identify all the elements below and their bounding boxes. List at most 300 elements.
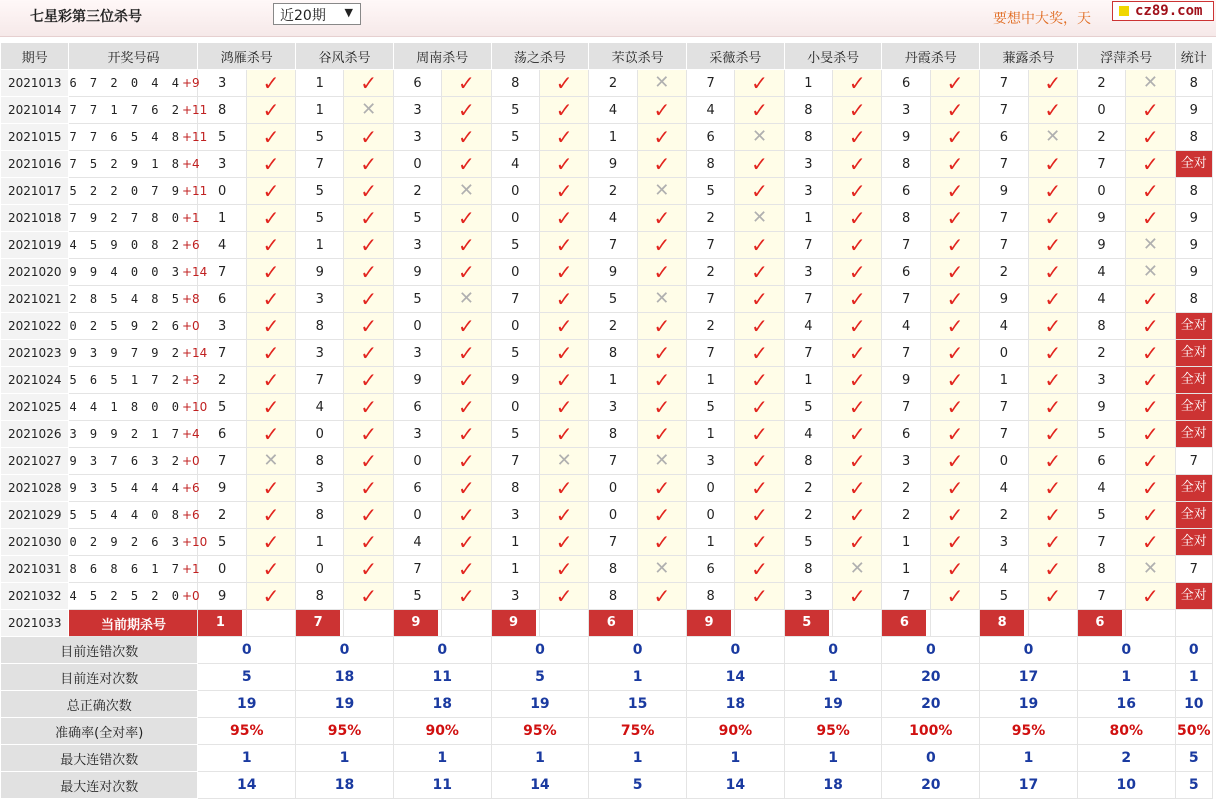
cross-icon: ✕ [654,288,670,309]
kill-number-cell: 7 [980,97,1028,124]
kill-number-cell: 5 [491,232,539,259]
column-header: 荡之杀号 [491,43,589,70]
check-icon: ✓ [1142,286,1159,311]
result-cell [442,286,491,313]
result-cell [1126,205,1175,232]
summary-value: 5 [1175,745,1212,772]
kill-number-cell: 7 [784,232,832,259]
check-icon: ✓ [653,502,671,527]
result-cell [930,394,979,421]
check-icon: ✓ [555,313,573,338]
result-cell [735,583,784,610]
kill-number-cell: 7 [784,340,832,367]
check-icon: ✓ [946,70,964,95]
summary-value: 0 [1175,637,1212,664]
check-icon: ✓ [360,313,378,338]
check-icon: ✓ [946,232,964,257]
column-header: 统计 [1175,43,1212,70]
kill-number-cell: 1 [491,529,539,556]
kill-number-cell: 4 [784,421,832,448]
draw-sum: +9 [181,76,200,90]
check-icon: ✓ [1142,124,1159,149]
draw-number-cell [69,502,198,529]
kill-number-cell: 8 [296,313,344,340]
result-cell [539,178,588,205]
check-icon: ✓ [848,421,866,446]
kill-number-cell: 5 [393,583,441,610]
site-logo[interactable] [1112,1,1214,21]
draw-digits: 4 5 2 5 2 0 [69,589,182,603]
result-cell [1028,151,1077,178]
result-cell [442,475,491,502]
draw-number-cell [69,97,208,124]
all-correct-badge: 全对 [1176,475,1212,501]
kill-number-cell: 7 [687,340,735,367]
check-icon: ✓ [848,583,866,608]
result-cell [1126,97,1175,124]
current-stat-cell [1175,610,1212,637]
current-empty-cell [442,610,491,637]
check-icon: ✓ [458,394,475,419]
result-cell [930,556,979,583]
kill-number-cell: 4 [393,529,441,556]
result-cell [930,151,979,178]
kill-number-cell: 3 [296,475,344,502]
check-icon: ✓ [458,232,475,257]
result-cell [637,70,686,97]
summary-value: 14 [687,772,785,799]
column-header: 周南杀号 [393,43,491,70]
result-cell [735,313,784,340]
result-cell [344,151,393,178]
check-icon: ✓ [653,259,671,284]
check-icon: ✓ [946,556,964,581]
kill-number-cell: 8 [589,556,637,583]
result-cell [1126,259,1175,286]
draw-sum: +0 [181,454,200,468]
draw-sum: +11 [181,130,208,144]
summary-value: 0 [393,637,491,664]
check-icon: ✓ [946,205,964,230]
kill-number-cell: 2 [980,259,1028,286]
result-cell [930,448,979,475]
summary-value: 5 [198,664,296,691]
check-icon: ✓ [1044,313,1062,338]
period-cell: 2021032 [1,583,69,610]
result-cell [246,367,295,394]
kill-number-cell: 3 [393,97,441,124]
current-kill-number: 9 [687,610,731,636]
result-cell [833,232,882,259]
result-cell [930,529,979,556]
check-icon: ✓ [360,70,378,95]
draw-sum: +6 [181,238,200,252]
result-cell [735,394,784,421]
kill-number-cell: 4 [491,151,539,178]
kill-number-cell: 9 [589,259,637,286]
summary-value: 1 [1175,664,1212,691]
result-cell [1028,313,1077,340]
current-empty-cell [637,610,686,637]
summary-row [1,691,1213,718]
kill-number-cell: 9 [1077,394,1125,421]
check-icon: ✓ [555,394,573,419]
kill-number-cell: 6 [393,394,441,421]
check-icon: ✓ [653,421,671,446]
result-cell [637,232,686,259]
result-cell [344,448,393,475]
result-cell [930,286,979,313]
result-cell [539,529,588,556]
result-cell [442,529,491,556]
kill-number-cell: 9 [393,259,441,286]
check-icon: ✓ [458,124,475,149]
draw-number-cell [69,340,208,367]
current-kill-cell [784,610,832,637]
check-icon: ✓ [946,340,964,365]
kill-number-cell: 1 [882,556,930,583]
current-kill-cell [1077,610,1125,637]
kill-number-cell: 4 [1077,475,1125,502]
summary-value: 18 [687,691,785,718]
kill-number-cell: 8 [882,205,930,232]
check-icon: ✓ [946,502,964,527]
kill-number-cell: 7 [980,151,1028,178]
check-icon: ✓ [555,556,573,581]
kill-number-cell: 2 [784,475,832,502]
check-icon: ✓ [653,97,671,122]
summary-value: 19 [491,691,589,718]
kill-number-cell: 4 [687,97,735,124]
kill-number-cell: 0 [393,151,441,178]
result-cell [637,475,686,502]
kill-number-cell: 2 [784,502,832,529]
check-icon: ✓ [458,205,475,230]
stat-cell [1175,367,1212,394]
table-row [1,151,1213,178]
kill-number-cell: 7 [589,232,637,259]
kill-number-cell: 0 [980,448,1028,475]
result-cell [442,205,491,232]
page-title: 七星彩第三位杀号 [30,9,142,25]
logo-text: cz89.com [1135,3,1203,19]
result-cell [1028,178,1077,205]
summary-value: 80% [1077,718,1175,745]
table-row [1,259,1213,286]
draw-digits: 9 3 5 4 4 4 [69,481,182,495]
check-icon: ✓ [946,124,964,149]
summary-value: 0 [198,637,296,664]
result-cell [442,448,491,475]
check-icon: ✓ [458,583,475,608]
check-icon: ✓ [360,178,378,203]
result-cell [539,421,588,448]
draw-digits: 7 9 2 7 8 0 [69,211,182,225]
check-icon: ✓ [1044,394,1062,419]
result-cell [539,70,588,97]
kill-number-cell: 5 [687,178,735,205]
check-icon: ✓ [751,259,768,284]
current-empty-cell [833,610,882,637]
result-cell [1028,124,1077,151]
summary-value: 1 [491,745,589,772]
kill-number-cell: 6 [980,124,1028,151]
kill-number-cell: 1 [784,70,832,97]
summary-value: 1 [589,745,687,772]
kill-number-cell: 6 [882,259,930,286]
result-cell [735,178,784,205]
check-icon: ✓ [262,97,280,122]
summary-value: 14 [491,772,589,799]
kill-number-cell: 7 [198,448,246,475]
result-cell [637,421,686,448]
kill-number-cell: 3 [784,259,832,286]
result-cell [246,259,295,286]
result-cell [930,502,979,529]
stat-cell: 9 [1175,97,1212,124]
current-kill-number: 9 [394,610,438,636]
result-cell [833,448,882,475]
result-cell [442,421,491,448]
current-kill-number: 8 [980,610,1024,636]
check-icon: ✓ [848,448,866,473]
summary-value: 1 [1077,664,1175,691]
summary-value: 95% [198,718,296,745]
check-icon: ✓ [848,367,866,392]
check-icon: ✓ [751,232,768,257]
check-icon: ✓ [653,583,671,608]
check-icon: ✓ [458,70,475,95]
result-cell [344,178,393,205]
result-cell [1126,178,1175,205]
summary-value: 75% [589,718,687,745]
table-row [1,529,1213,556]
draw-digits: 7 7 1 7 6 2 [69,103,182,117]
check-icon: ✓ [262,556,280,581]
result-cell [344,124,393,151]
kill-number-cell: 8 [296,448,344,475]
current-period-cell: 2021033 [1,610,69,637]
draw-digits: 0 2 9 2 6 3 [69,535,182,549]
kill-number-cell: 5 [296,178,344,205]
check-icon: ✓ [1044,583,1062,608]
result-cell [735,367,784,394]
result-cell [637,286,686,313]
kill-number-cell: 8 [491,475,539,502]
result-cell [1028,421,1077,448]
result-cell [930,97,979,124]
current-empty-cell [1028,610,1077,637]
kill-number-cell: 3 [491,583,539,610]
kill-number-cell: 6 [882,178,930,205]
kill-number-cell: 4 [198,232,246,259]
stat-cell: 9 [1175,259,1212,286]
check-icon: ✓ [555,583,573,608]
kill-number-cell: 3 [1077,367,1125,394]
cross-icon: ✕ [1142,261,1158,282]
check-icon: ✓ [751,151,768,176]
period-cell: 2021028 [1,475,69,502]
result-cell [833,178,882,205]
current-period-row [1,610,1213,637]
result-cell [344,313,393,340]
check-icon: ✓ [555,97,573,122]
result-cell [344,259,393,286]
summary-value: 17 [980,772,1078,799]
check-icon: ✓ [653,232,671,257]
kill-number-cell: 5 [589,286,637,313]
summary-value: 19 [980,691,1078,718]
draw-sum: +4 [181,157,200,171]
stat-cell [1175,529,1212,556]
check-icon: ✓ [360,448,378,473]
summary-label: 准确率(全对率) [1,718,198,745]
period-cell: 2021018 [1,205,69,232]
stat-cell [1175,421,1212,448]
check-icon: ✓ [458,259,475,284]
check-icon: ✓ [458,151,475,176]
kill-number-cell: 0 [687,502,735,529]
result-cell [1126,70,1175,97]
check-icon: ✓ [751,178,768,203]
kill-number-cell: 5 [491,124,539,151]
current-empty-cell [930,610,979,637]
check-icon: ✓ [751,421,768,446]
chevron-down-icon: ▼ [344,6,353,19]
kill-number-cell: 7 [491,448,539,475]
kill-number-cell: 4 [1077,286,1125,313]
summary-value: 0 [491,637,589,664]
result-cell [1126,313,1175,340]
check-icon: ✓ [1044,178,1062,203]
check-icon: ✓ [751,502,768,527]
table-body [1,70,1213,799]
result-cell [1126,448,1175,475]
check-icon: ✓ [751,556,768,581]
result-cell [1028,394,1077,421]
result-cell [735,259,784,286]
current-kill-number: 5 [785,610,829,636]
check-icon: ✓ [555,232,573,257]
check-icon: ✓ [555,259,573,284]
result-cell [1028,70,1077,97]
check-icon: ✓ [555,178,573,203]
check-icon: ✓ [262,475,280,500]
draw-sum: +8 [181,292,200,306]
check-icon: ✓ [751,70,768,95]
result-cell [735,232,784,259]
kill-number-cell: 7 [980,421,1028,448]
draw-digits: 4 4 1 8 0 0 [69,400,182,414]
kill-number-cell: 7 [589,529,637,556]
draw-number-cell [69,313,198,340]
draw-number-cell [69,124,208,151]
current-kill-cell [198,610,246,637]
draw-digits: 5 6 5 1 7 2 [69,373,182,387]
check-icon: ✓ [555,367,573,392]
check-icon: ✓ [946,97,964,122]
result-cell [1126,502,1175,529]
kill-number-cell: 3 [393,124,441,151]
result-cell [930,70,979,97]
result-cell [1126,421,1175,448]
check-icon: ✓ [360,340,378,365]
result-cell [344,367,393,394]
stat-cell [1175,313,1212,340]
period-select[interactable] [273,3,361,25]
result-cell [833,502,882,529]
draw-digits: 7 7 6 5 4 8 [69,130,182,144]
result-cell [930,178,979,205]
draw-sum: +3 [181,373,200,387]
current-kill-cell [687,610,735,637]
kill-number-cell: 3 [296,340,344,367]
period-cell: 2021017 [1,178,69,205]
result-cell [442,556,491,583]
result-cell [1028,583,1077,610]
summary-value: 19 [198,691,296,718]
kill-number-cell: 5 [784,529,832,556]
result-cell [735,286,784,313]
result-cell [539,259,588,286]
cross-icon: ✕ [654,558,670,579]
summary-value: 1 [980,745,1078,772]
summary-label: 目前连错次数 [1,637,198,664]
check-icon: ✓ [360,502,378,527]
kill-number-cell: 9 [589,151,637,178]
result-cell [246,448,295,475]
current-kill-cell [980,610,1028,637]
result-cell [833,151,882,178]
kill-number-cell: 8 [589,583,637,610]
kill-number-cell: 1 [296,70,344,97]
kill-number-cell: 0 [491,205,539,232]
cross-icon: ✕ [752,207,768,228]
check-icon: ✓ [458,448,475,473]
result-cell [1028,502,1077,529]
current-kill-number: 9 [492,610,536,636]
summary-value: 95% [980,718,1078,745]
result-cell [1028,259,1077,286]
stat-cell: 7 [1175,556,1212,583]
kill-number-cell: 6 [393,70,441,97]
current-kill-cell [589,610,637,637]
summary-value: 0 [784,637,882,664]
kill-number-cell: 7 [1077,529,1125,556]
kill-number-cell: 5 [296,124,344,151]
check-icon: ✓ [848,151,866,176]
kill-number-cell: 7 [882,394,930,421]
kill-number-cell: 8 [589,340,637,367]
draw-digits: 3 9 9 2 1 7 [69,427,182,441]
kill-number-cell: 1 [687,367,735,394]
current-empty-cell [735,610,784,637]
summary-value: 19 [784,691,882,718]
check-icon: ✓ [751,475,768,500]
result-cell [344,502,393,529]
kill-number-cell: 8 [687,583,735,610]
kill-number-cell: 4 [784,313,832,340]
summary-value: 0 [882,637,980,664]
result-cell [246,70,295,97]
draw-number-cell [69,421,198,448]
check-icon: ✓ [360,367,378,392]
kill-number-cell: 9 [393,367,441,394]
result-cell [344,394,393,421]
current-empty-cell [246,610,295,637]
result-cell [246,556,295,583]
result-cell [833,259,882,286]
